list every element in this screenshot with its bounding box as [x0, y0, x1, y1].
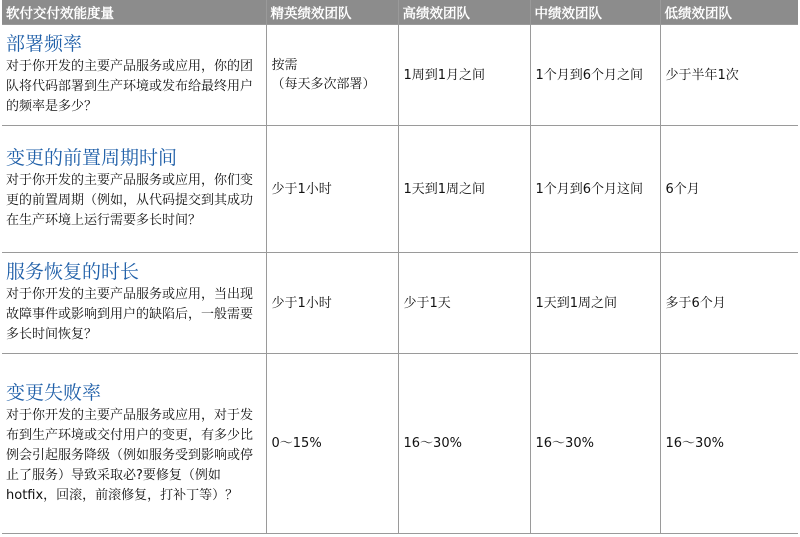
header-row [2, 0, 798, 25]
metric-question: 对于你开发的主要产品服务或应用，当出现故障事件或影响到用户的缺陷后，一般需要多长时间恢复？ [6, 287, 254, 342]
header-metric: 软付交付效能度量 [2, 0, 266, 25]
metric-cell [2, 25, 266, 126]
elite-value: 按需 [271, 58, 298, 73]
elite-value: 少于1小时 [266, 253, 398, 354]
table-row-change-failure-rate [2, 354, 798, 534]
metric-cell [2, 253, 266, 354]
metric-title: 变更失败率 [6, 381, 102, 404]
metric-title: 服务恢复的时长 [6, 261, 140, 283]
elite-value-note: （每天多次部署） [271, 77, 376, 92]
high-value: 少于1天 [398, 253, 530, 354]
metric-title: 变更的前置周期时间 [6, 147, 178, 169]
medium-value: 16～30% [530, 354, 660, 534]
low-value: 多于6个月 [660, 253, 798, 354]
metric-question: 对于你开发的主要产品服务或应用，你们变更的前置周期（例如，从代码提交到其成功在生产环境上运行需要多长时间？ [6, 173, 254, 228]
high-value: 1周到1月之间 [398, 25, 530, 126]
medium-value: 1个月到6个月之间 [530, 25, 660, 126]
table-row-deployment-frequency [2, 25, 798, 126]
high-value: 16～30% [398, 354, 530, 534]
metric-question: 对于你开发的主要产品服务或应用，对于发布到生产环境或交付用户的变更，有多少比例会引起服务降级（例如服务受到影响或停止了服务）导致采取必?要修复（例如hotfix，回滚，前滚修复，打补丁等）？ [6, 407, 254, 503]
table-body [2, 25, 798, 534]
low-value: 16～30% [660, 354, 798, 534]
table-row-lead-time [2, 126, 798, 253]
header-low: 低绩效团队 [660, 0, 798, 25]
elite-value: 少于1小时 [266, 126, 398, 253]
header-medium: 中绩效团队 [530, 0, 660, 25]
metric-question: 对于你开发的主要产品服务或应用，你的团队将代码部署到生产环境或发布给最终用户的频率是多少？ [6, 59, 254, 114]
metric-cell [2, 354, 266, 534]
elite-value-cell [266, 25, 398, 126]
header-high: 高绩效团队 [398, 0, 530, 25]
metric-cell [2, 126, 266, 253]
header-elite: 精英绩效团队 [266, 0, 398, 25]
metric-title: 部署频率 [6, 33, 83, 55]
performance-metrics-table [2, 0, 798, 534]
table-row-time-to-restore [2, 253, 798, 354]
elite-value: 0～15% [266, 354, 398, 534]
medium-value: 1天到1周之间 [530, 253, 660, 354]
high-value: 1天到1周之间 [398, 126, 530, 253]
medium-value: 1个月到6个月这间 [530, 126, 660, 253]
low-value: 6个月 [660, 126, 798, 253]
table-header [2, 0, 798, 25]
low-value: 少于半年1次 [660, 25, 798, 126]
